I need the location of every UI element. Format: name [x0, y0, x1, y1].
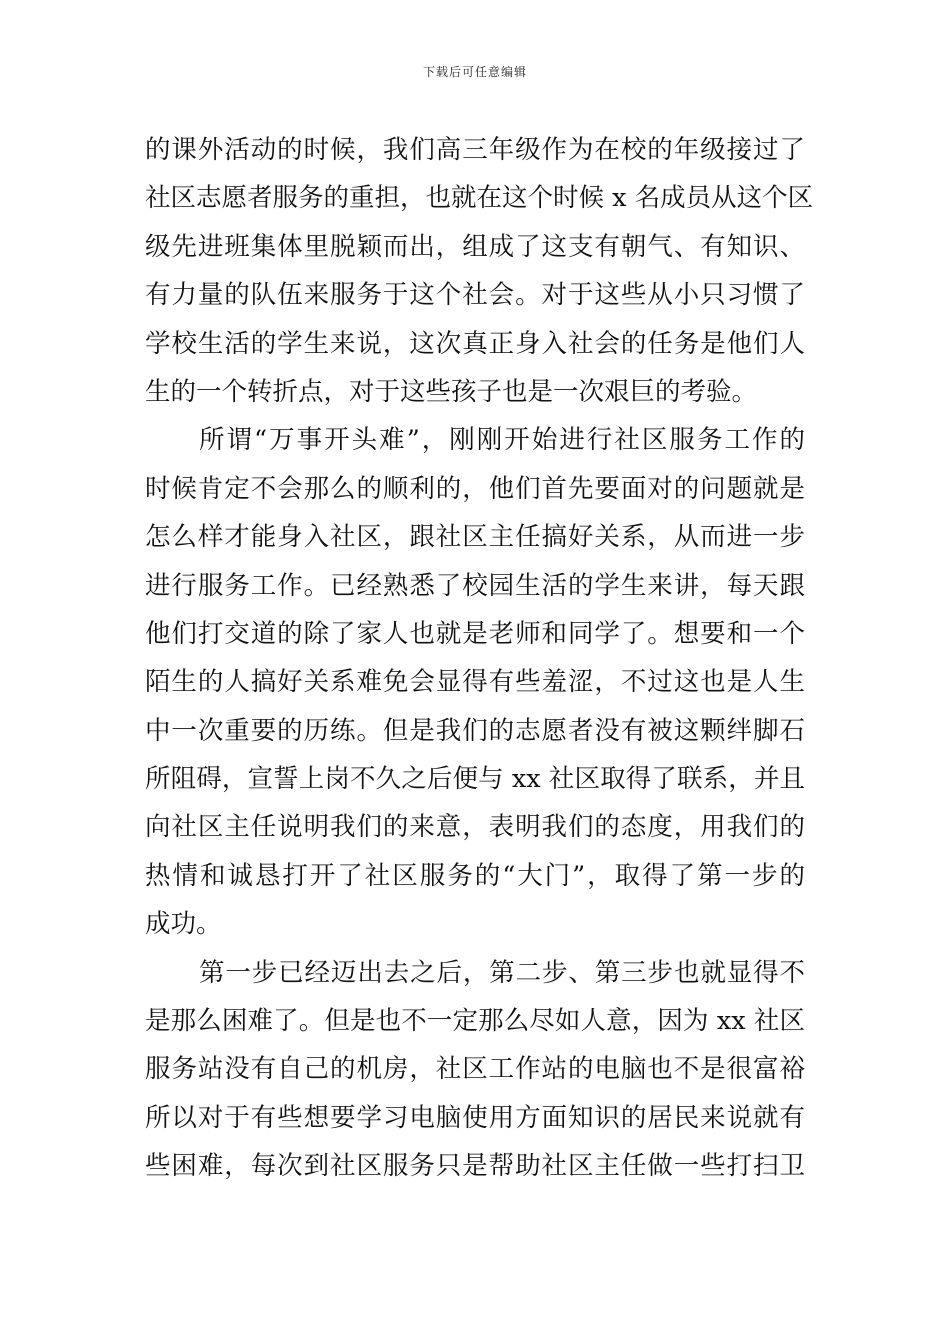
body-text — [145, 126, 814, 1191]
text-line: 级先进班集体里脱颖而出，组成了这支有朝气、有知识、 — [145, 231, 805, 262]
text-line: 所以对于有些想要学习电脑使用方面知识的居民来说就有 — [145, 1102, 805, 1133]
text-line: 时候肯定不会那么的顺利的，他们首先要面对的问题就是 — [145, 473, 805, 504]
text-line: 他们打交道的除了家人也就是老师和同学了。想要和一个 — [145, 618, 805, 649]
text-line: 所阻碍，宣誓上岗不久之后便与 xx 社区取得了联系，并且 — [145, 764, 805, 795]
text-line: 些困难，每次到社区服务只是帮助社区主任做一些打扫卫 — [145, 1151, 805, 1182]
text-line: 有力量的队伍来服务于这个社会。对于这些从小只习惯了 — [145, 280, 805, 311]
text-line: 所谓“万事开头难”，刚刚开始进行社区服务工作的 — [199, 425, 805, 456]
text-line: 学校生活的学生来说，这次真正身入社会的任务是他们人 — [145, 328, 805, 359]
text-line: 陌生的人搞好关系难免会显得有些羞涩，不过这也是人生 — [145, 667, 805, 698]
text-line: 的课外活动的时候，我们高三年级作为在校的年级接过了 — [145, 135, 805, 165]
text-line: 生的一个转折点，对于这些孩子也是一次艰巨的考验。 — [145, 376, 758, 407]
text-line: 成功。 — [145, 909, 222, 940]
text-line: 社区志愿者服务的重担，也就在这个时候 x 名成员从这个区 — [145, 183, 814, 214]
text-line: 第一步已经迈出去之后，第二步、第三步也就显得不 — [199, 957, 805, 988]
text-line: 怎么样才能身入社区，跟社区主任搞好关系，从而进一步 — [145, 522, 805, 553]
text-line: 向社区主任说明我们的来意，表明我们的态度，用我们的 — [145, 812, 805, 843]
page-header: 下载后可任意编辑 — [422, 65, 527, 79]
text-line: 是那么困难了。但是也不一定那么尽如人意，因为 xx 社区 — [145, 1006, 805, 1037]
text-line: 中一次重要的历练。但是我们的志愿者没有被这颗绊脚石 — [145, 715, 805, 746]
text-line: 热情和诚恳打开了社区服务的“大门”，取得了第一步的 — [145, 860, 805, 891]
text-line: 服务站没有自己的机房，社区工作站的电脑也不是很富裕 — [145, 1054, 805, 1085]
text-line: 进行服务工作。已经熟悉了校园生活的学生来讲，每天跟 — [145, 570, 805, 601]
